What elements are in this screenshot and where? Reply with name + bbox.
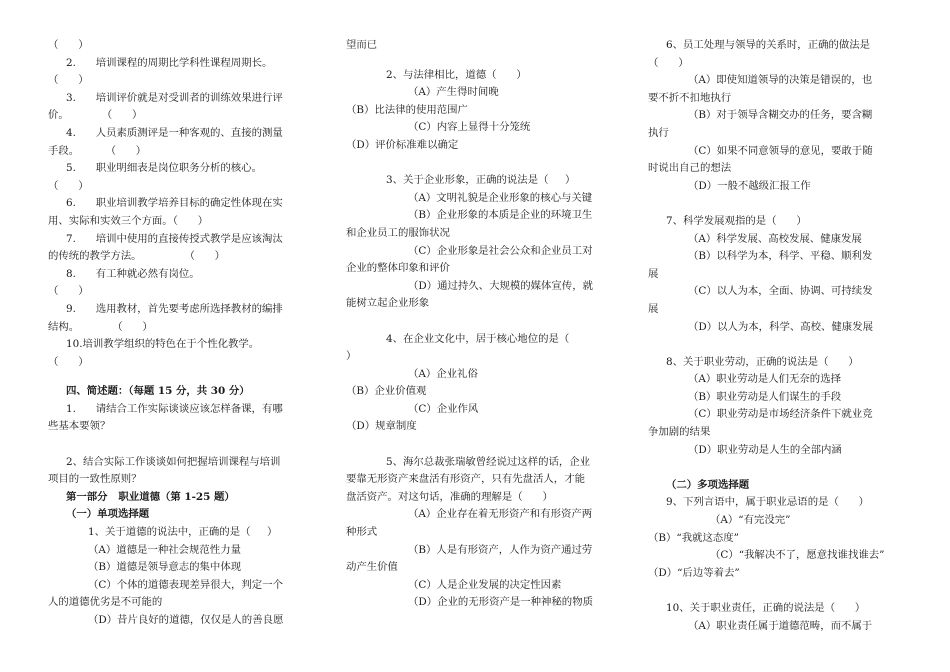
text-line: （A）产生得时间晚 [408, 86, 499, 99]
text-line: （一）单项选择题 [66, 508, 150, 521]
text-line: 5. 职业明细表是岗位职务分析的核心。 [66, 162, 262, 175]
text-line: 望而已 [346, 39, 378, 51]
text-line: 1. 请结合工作实际谈谈应该怎样备课，有哪 [66, 402, 283, 415]
text-line: 2、结合实际工作谈谈如何把握培训课程与培训 [66, 455, 281, 468]
text-line: （D）职业劳动是人生的全部内涵 [688, 443, 842, 456]
text-line: （D）评价标准难以确定 [346, 138, 459, 151]
text-line: 10.培训教学组织的特色在于个性化教学。 [66, 338, 260, 351]
text-line: 10、关于职业责任，正确的说法是（ ） [666, 602, 866, 614]
column-right [648, 37, 912, 635]
text-line: 能树立起企业形象 [346, 297, 430, 310]
text-line: （D）昔片良好的道德，仅仅是人的善良愿 [88, 614, 284, 626]
text-line: 四、简述题：（每题 15 分，共 30 分） [66, 385, 250, 398]
text-line: 9. 选用教材，首先要考虑所选择教材的编排 [66, 302, 283, 315]
text-line: 5、海尔总裁张瑞敏曾经说过这样的话，企业 [386, 455, 591, 468]
line-spacer [346, 55, 618, 67]
column-middle [346, 37, 618, 612]
text-line: （D）一般不越级汇报工作 [688, 179, 811, 192]
text-line: 3、关于企业形象，正确的说法是（ ） [386, 174, 576, 187]
text-line: （C）企业作风 [408, 402, 479, 415]
text-line: 1、关于道德的说法中，正确的是（ ） [88, 526, 278, 539]
text-line: 要不折不扣地执行 [648, 91, 732, 104]
line-spacer [648, 459, 912, 477]
text-line: （ ） [48, 179, 89, 192]
line-spacer [48, 436, 330, 454]
line-spacer [346, 155, 618, 173]
text-line: 用、实际和实效三个方面。（ ） [48, 214, 209, 227]
text-line: （A）即使知道领导的决策是错误的，也 [688, 74, 873, 87]
text-line: 展 [648, 302, 659, 315]
text-line: （B）比法律的使用范围广 [346, 103, 468, 116]
text-line: （A）道德是一种社会规范性力量 [88, 543, 241, 556]
text-line: （A）企业存在着无形资产和有形资产两 [408, 508, 593, 521]
text-line: （ ） [48, 39, 89, 51]
text-line: （ ） [48, 355, 89, 368]
text-line: 4. 人员素质测评是一种客观的、直接的测量 [66, 126, 283, 139]
text-line: 7. 培训中使用的直接传授式教学是应该淘汰 [66, 232, 283, 245]
line-spacer [346, 436, 618, 454]
text-line: 结构。 （ ） [48, 320, 153, 333]
text-line: 和企业员工的服饰状况 [346, 226, 450, 239]
text-line: （D）“后边等着去” [648, 566, 740, 579]
text-line: 争加剧的结果 [648, 426, 711, 439]
text-line: 盘活资产。对这句话，准确的理解是（ ） [346, 490, 553, 503]
text-line: （B）企业形象的本质是企业的环境卫生 [408, 209, 593, 222]
text-line: （ ） [48, 285, 89, 298]
text-line: 3. 培训评价就是对受训者的训练效果进行评 [66, 91, 283, 104]
text-line: 第一部分 职业道德（第 1-25 题） [66, 490, 235, 503]
text-line: （A）企业礼俗 [408, 367, 478, 380]
text-line: （二）多项选择题 [666, 478, 750, 491]
text-line: （ ） [648, 56, 689, 69]
text-line: 执行 [648, 126, 669, 139]
text-line: 2、与法律相比，道德（ ） [386, 68, 527, 81]
text-line: ） [346, 350, 357, 363]
text-line: 2. 培训课程的周期比学科性课程周期长。 [66, 56, 273, 69]
text-line: 时说出自己的想法 [648, 162, 732, 175]
text-line: （D）规章制度 [346, 420, 417, 433]
text-line: （B）道德是领导意志的集中体现 [88, 561, 242, 574]
text-line: 4、在企业文化中，居于核心地位的是（ [386, 332, 570, 345]
text-line: （C）企业形象是社会公众和企业员工对 [408, 244, 593, 257]
text-line: （B）人是有形资产，人作为资产通过劳 [408, 543, 593, 556]
text-line: 要靠无形资产来盘活有形资产，只有先盘活人，才能 [346, 473, 585, 486]
text-line: 6. 职业培训教学培养目标的确定性体现在实 [66, 197, 283, 210]
text-line: （C）以人为本，全面、协调、可持续发 [688, 285, 873, 298]
text-line: （B）企业价值观 [346, 385, 427, 398]
text-line: （D）企业的无形资产是一种神秘的物质 [408, 596, 593, 609]
text-line: 8. 有工种就必然有岗位。 [66, 267, 200, 280]
text-line: （A）科学发展、高校发展、健康发展 [688, 232, 862, 245]
text-line: 价。 （ ） [48, 109, 143, 122]
text-line: 的传统的教学方法。 （ ） [48, 250, 226, 263]
text-line: （A）职业责任属于道德范畴，而不属于 [688, 619, 873, 632]
text-line: 些基本要领？ [48, 420, 111, 433]
text-line: （A）文明礼貌是企业形象的核心与关键 [408, 191, 593, 204]
line-spacer [648, 582, 912, 600]
text-line: 8、关于职业劳动，正确的说法是（ ） [666, 355, 859, 368]
text-line: 动产生价值 [346, 561, 398, 574]
text-line: 手段。 （ ） [48, 144, 147, 157]
text-line: （A）职业劳动是人们无奈的选择 [688, 373, 841, 386]
text-line: 种形式 [346, 526, 378, 539]
text-line: 展 [648, 267, 659, 280]
line-spacer [648, 195, 912, 213]
text-line: （ ） [48, 74, 89, 87]
text-line: （C）“我解决不了，愿意找谁找谁去” [710, 549, 885, 562]
text-line: 人的道德优劣是不可能的 [48, 596, 163, 609]
text-line: （B）职业劳动是人们谋生的手段 [688, 390, 842, 403]
text-line: （D）以人为本，科学、高校、健康发展 [688, 320, 873, 333]
text-line: 项目的一致性原则？ [48, 473, 142, 486]
text-line: 6、员工处理与领导的关系时，正确的做法是 [666, 39, 871, 51]
text-line: （B）“我就这态度” [648, 531, 739, 544]
text-line: （A）“有完没完” [710, 514, 791, 527]
text-line: （C）内容上显得十分笼统 [408, 121, 531, 134]
text-line: （C）个体的道德表现差异很大，判定一个 [88, 578, 283, 591]
text-line: 企业的整体印象和评价 [346, 262, 450, 275]
text-line: 7、科学发展观指的是（ ） [666, 214, 807, 227]
column-left [48, 37, 330, 630]
text-line: （B）以科学为本，科学、平稳、顺利发 [688, 250, 873, 263]
line-spacer [48, 371, 330, 383]
text-line: （B）对于领导含糊交办的任务，要含糊 [688, 109, 873, 122]
text-line: （C）职业劳动是市场经济条件下就业竞 [688, 408, 873, 421]
text-line: （D）通过持久、大规模的媒体宣传，就 [408, 279, 593, 292]
line-spacer [648, 336, 912, 354]
text-line: （C）如果不同意领导的意见，要敢于随 [688, 144, 873, 157]
text-line: （C）人是企业发展的决定性因素 [408, 578, 562, 591]
text-line: 9、下列言语中，属于职业忌语的是（ ） [666, 496, 870, 509]
line-spacer [346, 313, 618, 331]
